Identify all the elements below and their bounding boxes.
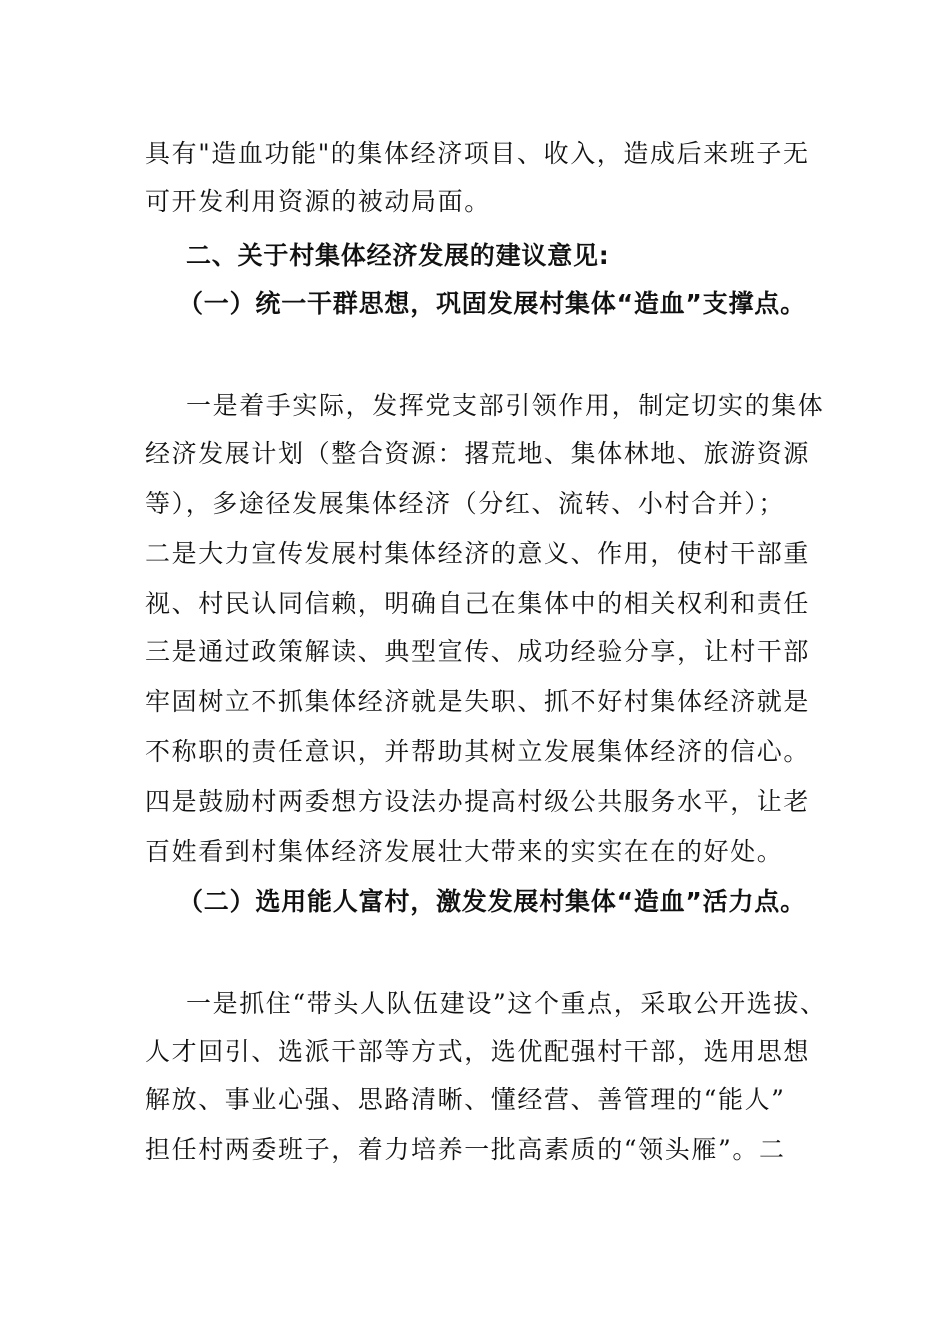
- text-line: 解放、事业心强、思路清晰、懂经营、善管理的“能人”: [145, 1085, 786, 1114]
- text-line: 具有"造血功能"的集体经济项目、收入，造成后来班子无: [145, 139, 810, 168]
- section-heading: 二、关于村集体经济发展的建议意见:: [186, 241, 610, 270]
- text-line: 担任村两委班子，着力培养一批高素质的“领头雁”。二: [145, 1135, 786, 1164]
- text-line: 三是通过政策解读、典型宣传、成功经验分享，让村干部: [145, 637, 811, 666]
- subsection-heading: （一）统一干群思想，巩固发展村集体“造血”支撑点。: [178, 289, 806, 318]
- text-line: 二是大力宣传发展村集体经济的意义、作用，使村干部重: [145, 539, 811, 568]
- text-line: 一是着手实际，发挥党支部引领作用，制定切实的集体: [186, 391, 825, 420]
- text-line: 人才回引、选派干部等方式，选优配强村干部，选用思想: [145, 1037, 811, 1066]
- text-line: 百姓看到村集体经济发展壮大带来的实实在在的好处。: [145, 837, 784, 866]
- subsection-heading: （二）选用能人富村，激发发展村集体“造血”活力点。: [178, 887, 806, 916]
- text-line: 四是鼓励村两委想方设法办提高村级公共服务水平，让老: [145, 787, 811, 816]
- text-line: 牢固树立不抓集体经济就是失职、抓不好村集体经济就是: [145, 687, 811, 716]
- text-line: 一是抓住“带头人队伍建设”这个重点，采取公开选拔、: [186, 989, 827, 1018]
- text-line: 不称职的责任意识，并帮助其树立发展集体经济的信心。: [145, 737, 811, 766]
- text-line: 等），多途径发展集体经济（分红、流转、小村合并）；: [145, 489, 786, 518]
- text-line: 可开发利用资源的被动局面。: [145, 187, 491, 216]
- text-line: 视、村民认同信赖，明确自己在集体中的相关权利和责任: [145, 589, 811, 618]
- text-line: 经济发展计划（整合资源：撂荒地、集体林地、旅游资源: [145, 439, 811, 468]
